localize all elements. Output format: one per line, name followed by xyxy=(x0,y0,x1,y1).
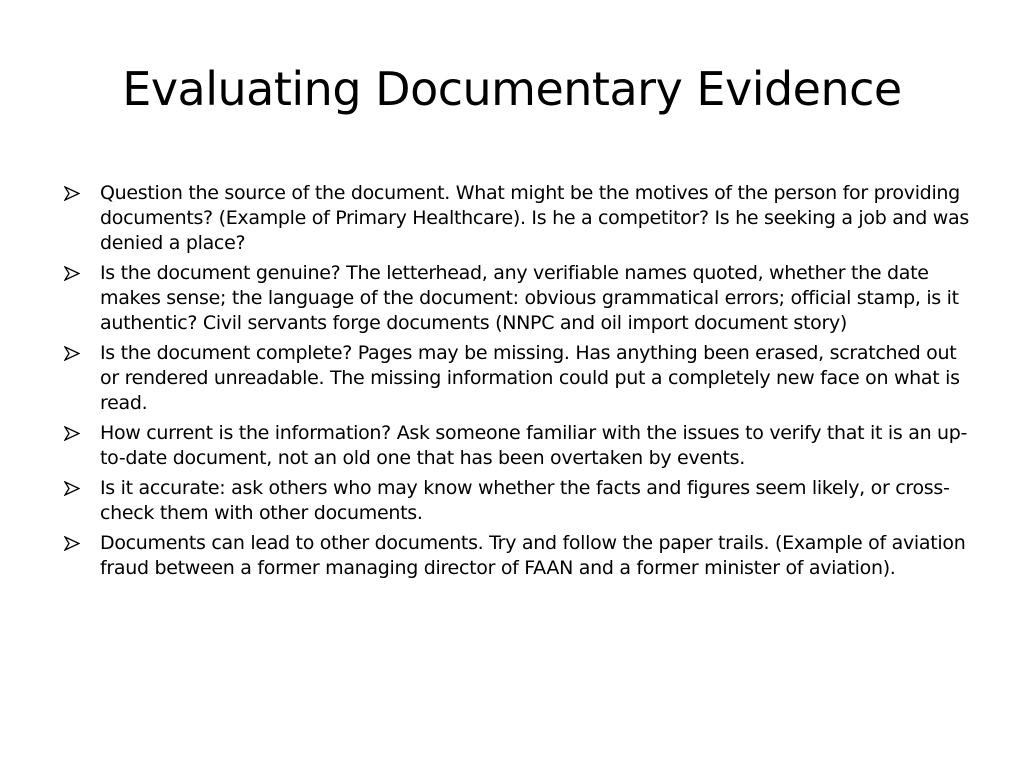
arrowhead-bullet-icon xyxy=(62,476,84,501)
list-item xyxy=(62,476,972,526)
list-item xyxy=(62,181,972,256)
list-item xyxy=(62,421,972,471)
list-item xyxy=(62,531,972,581)
arrowhead-bullet-icon xyxy=(62,181,84,206)
arrowhead-bullet-icon xyxy=(62,421,84,446)
bullet-text: Is it accurate: ask others who may know whether the facts and figures seem likely, or cross-check them with other documents. xyxy=(100,477,950,524)
list-item xyxy=(62,261,972,336)
list-item xyxy=(62,341,972,416)
bullet-text: Is the document complete? Pages may be missing. Has anything been erased, scratched out or rendered unreadable. The missing information could put a completely new face on what is read. xyxy=(100,342,960,414)
bullet-text: Question the source of the document. What might be the motives of the person for providing documents? (Example of Primary Healthcare). Is he a competitor? Is he seeking a job and was denied a place? xyxy=(100,182,969,254)
bullet-text: Documents can lead to other documents. Try and follow the paper trails. (Example of aviation fraud between a former managing director of FAAN and a former minister of aviation). xyxy=(100,532,966,579)
arrowhead-bullet-icon xyxy=(62,341,84,366)
arrowhead-bullet-icon xyxy=(62,531,84,556)
bullet-list xyxy=(62,181,972,586)
arrowhead-bullet-icon xyxy=(62,261,84,286)
bullet-text: Is the document genuine? The letterhead, any verifiable names quoted, whether the date makes sense; the language of the document: obvious grammatical errors; official stamp, is it authentic? Civil servants forge documents (NNPC and oil import document story) xyxy=(100,262,959,334)
bullet-text: How current is the information? Ask someone familiar with the issues to verify that it is an up-to-date document, not an old one that has been overtaken by events. xyxy=(100,422,968,469)
slide-title: Evaluating Documentary Evidence xyxy=(122,62,902,116)
